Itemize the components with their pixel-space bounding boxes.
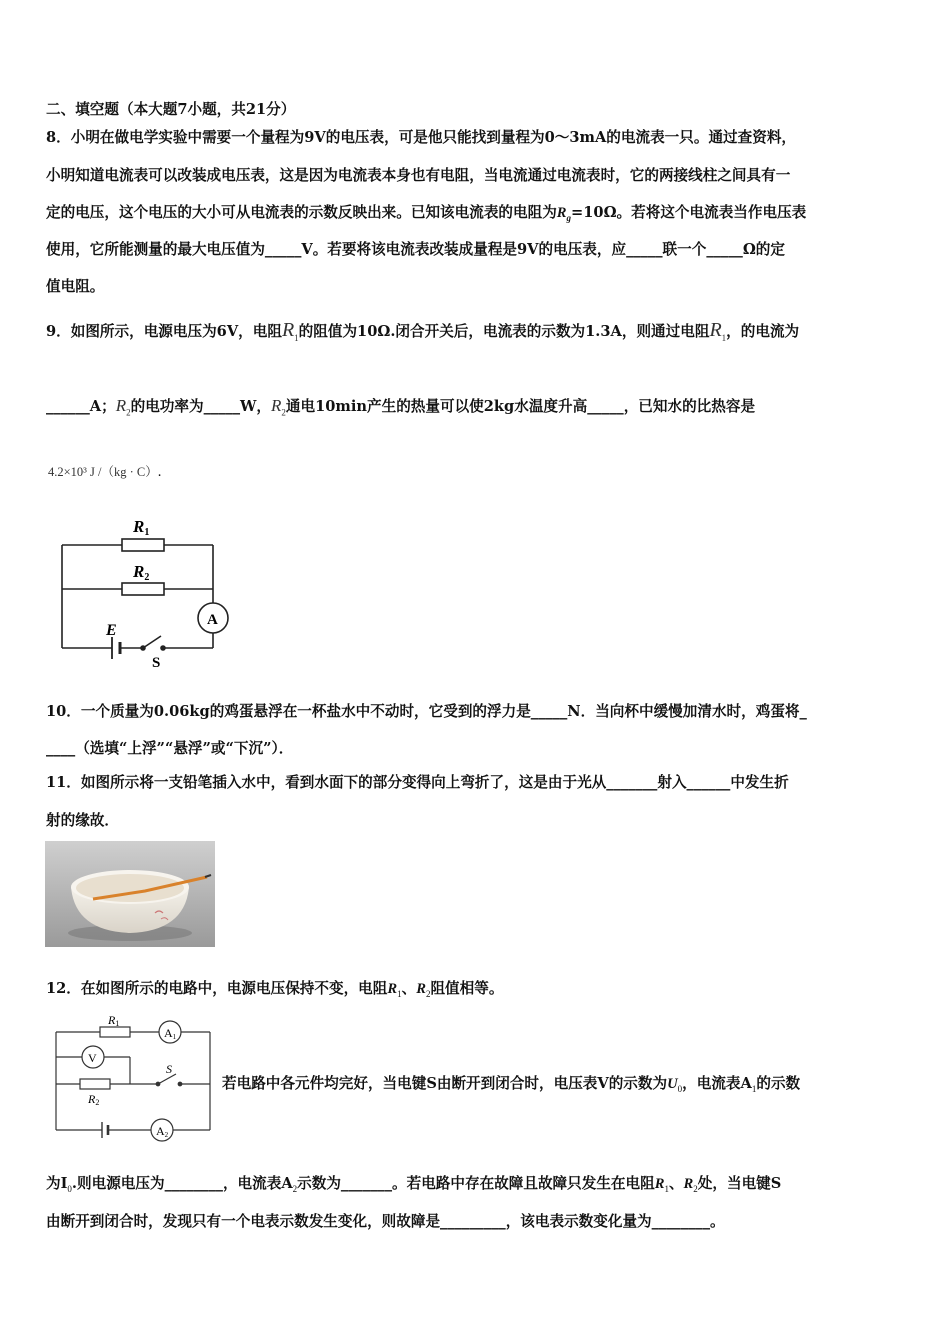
q8-rg-symbol: R (556, 205, 567, 221)
q12-r1-symbol: R (387, 981, 398, 997)
q12-side-text-a: 若电路中各元件均完好，当电键S由断开到闭合时，电压表V的示数为 (222, 1075, 668, 1092)
q8-line-3 (46, 203, 806, 228)
fig9-e-label: E (106, 622, 117, 639)
q9-text-e: 的电功率为_____W， (130, 398, 272, 415)
q9-period: . (157, 464, 162, 480)
q12-side-text (222, 1074, 800, 1099)
q12-circuit-diagram (48, 1012, 218, 1147)
q12-line-3-a: 为I (46, 1175, 68, 1192)
pencil-in-bowl-photo (45, 841, 215, 947)
q12-line-3-r1-sub: 1 (664, 1183, 669, 1194)
fig9-r2-label: R2 (133, 562, 150, 583)
fig9-s-label: S (152, 655, 161, 670)
q9-heat-value: 4.2×10³ J /（kg · C） (48, 465, 158, 479)
q10-line-2: ____（选填“上浮”“悬浮”或“下沉”）． (46, 740, 294, 757)
q8-line-1: 8．小明在做电学实验中需要一个量程为9V的电压表，可是他只能找到量程为0～3mA的电流表一只。通过查资料， (46, 129, 797, 146)
fig12-a1-label: A1 (164, 1026, 177, 1041)
q12-line-3 (46, 1174, 781, 1199)
fig12-s-label: S (166, 1062, 172, 1076)
q12-r2-symbol: R (416, 981, 426, 997)
q12-line-3-r2-sub: 2 (693, 1183, 698, 1194)
q12-separator: 、 (401, 980, 417, 997)
q9-text-a: 9．如图所示，电源电压为6V，电阻 (46, 323, 282, 340)
q12-line-1 (46, 979, 503, 1004)
q12-line-3-r1: R (654, 1176, 665, 1192)
q9-line-1 (46, 320, 799, 348)
q9-r1-symbol: $R_1$ (281, 319, 299, 343)
q12-a2-sub: 2 (292, 1183, 298, 1194)
fig12-r2-label: R2 (88, 1092, 100, 1107)
q9-text-d: ______A； (46, 398, 116, 415)
q12-text-a: 12．在如图所示的电路中，电源电压保持不变，电阻 (46, 980, 388, 997)
q9-text-c: ，的电流为 (726, 323, 800, 340)
q12-text-b: 阻值相等。 (430, 980, 504, 997)
q12-i0-sub: 0 (67, 1183, 72, 1194)
q12-u0-symbol: U (667, 1076, 678, 1092)
q12-line-3-d: 示数为_______。若电路中存在故障且故障只发生在电阻 (297, 1175, 655, 1192)
q8-rg-subscript: g (566, 212, 572, 223)
q8-line-3-text-b: =10Ω。若将这个电流表当作电压表 (571, 204, 807, 221)
q9-r1-symbol-2: $R_1$ (709, 319, 727, 343)
q11-line-1: 11．如图所示将一支铅笔插入水中，看到水面下的部分变得向上弯折了，这是由于光从_______射入______中发生折 (46, 774, 789, 791)
q11-line-2: 射的缘故． (46, 812, 119, 829)
q12-line-4: 由断开到闭合时，发现只有一个电表示数发生变化，则故障是_________，该电表示数变化量为________。 (46, 1213, 725, 1230)
q9-text-b: 的阻值为10Ω.闭合开关后，电流表的示数为1.3A，则通过电阻 (298, 323, 710, 340)
section-header: 二、填空题（本大题7小题，共21分） (46, 101, 296, 118)
q9-r2-symbol: $R_2$ (115, 396, 131, 418)
q10-line-1: 10．一个质量为0.06kg的鸡蛋悬浮在一杯盐水中不动时，它受到的浮力是_____N．当向杯中缓慢加清水时，鸡蛋将_ (46, 703, 807, 720)
fig9-ammeter-label: A (207, 612, 218, 628)
q12-u0-sub: 0 (677, 1083, 683, 1094)
q12-side-text-b: ，电流表A (682, 1075, 752, 1092)
q12-a1-sub: 1 (751, 1083, 757, 1094)
q9-line-2 (46, 396, 755, 422)
q8-line-3-text-a: 定的电压，这个电压的大小可从电流表的示数反映出来。已知该电流表的电阻为 (46, 204, 557, 221)
q12-side-text-c: 的示数 (756, 1075, 801, 1092)
q12-line-3-e: 处，当电键S (697, 1175, 782, 1192)
q8-line-4: 使用，它所能测量的最大电压值为_____V。若要将该电流表改装成量程是9V的电压表，应_____联一个_____Ω的定 (46, 241, 785, 258)
q8-line-5: 值电阻。 (46, 278, 105, 295)
q8-line-2: 小明知道电流表可以改装成电压表，这是因为电流表本身也有电阻，当电流通过电流表时，它的两接线柱之间具有一 (46, 167, 791, 184)
q9-text-f: 通电10min产生的热量可以使2kg水温度升高_____，已知水的比热容是 (285, 398, 756, 415)
fig12-r1-label: R1 (108, 1013, 120, 1028)
fig12-a2-label: A2 (156, 1124, 169, 1139)
q12-r1-sub: 1 (397, 988, 402, 999)
fig9-r1-label: R1 (133, 517, 150, 538)
q12-line-3-b: .则电源电压为________，电流表A (71, 1175, 293, 1192)
q12-r2-sub: 2 (425, 988, 431, 999)
q12-line-3-r2: R (683, 1176, 694, 1192)
q9-heat-capacity (48, 462, 161, 482)
q9-circuit-diagram (50, 510, 240, 670)
q9-r2-symbol-2: $R_2$ (271, 396, 286, 418)
fig12-v-label: V (88, 1051, 97, 1065)
q12-line-3-sep: 、 (668, 1175, 684, 1192)
